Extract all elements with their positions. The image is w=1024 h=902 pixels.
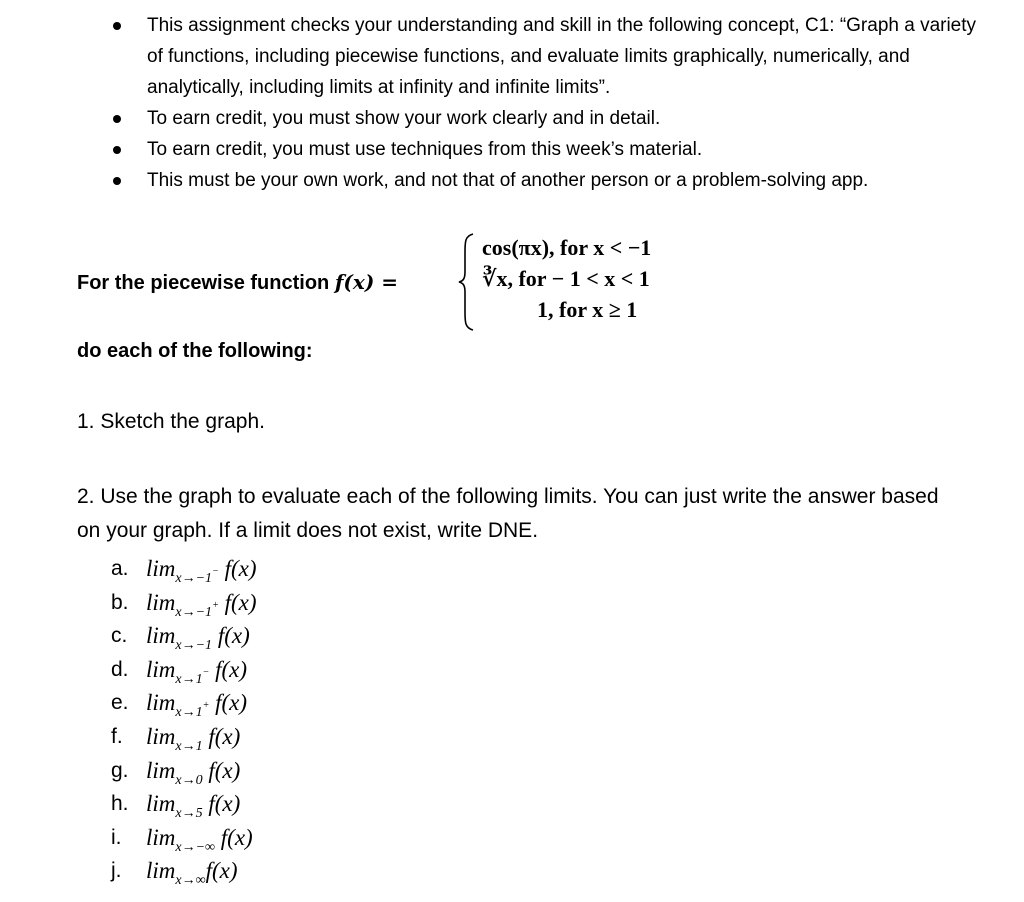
bullet-text: To earn credit, you must use techniques from this week’s material.: [147, 139, 703, 160]
bullet-dot-icon: [113, 22, 121, 30]
limit-lim: lim: [146, 791, 176, 817]
limit-letter: c.: [111, 624, 128, 648]
question-2: 2. Use the graph to evaluate each of the following limits. You can just write the answer based on your graph. If a limit does not exist, write DNE.: [77, 485, 939, 542]
limit-letter: a.: [111, 557, 129, 580]
limit-function: f(x): [202, 791, 241, 817]
limit-approach: x→1+: [175, 700, 210, 721]
bullet-item: [0, 103, 1024, 134]
limit-lim: lim: [146, 757, 176, 783]
limit-function: f(x): [212, 623, 250, 649]
limit-side: +: [202, 700, 210, 712]
limit-function: f(x): [205, 858, 238, 884]
question-1: 1. Sketch the graph.: [77, 410, 265, 433]
limit-function: f(x): [218, 589, 257, 615]
limit-approach: x→−1−: [175, 566, 219, 586]
limit-approach: x→5: [175, 806, 203, 822]
function-notation: f(x) =: [334, 270, 399, 294]
limit-lim: lim: [146, 656, 176, 682]
limit-lim: lim: [146, 824, 176, 850]
limit-letter: d.: [111, 657, 129, 681]
limit-function: f(x): [209, 656, 248, 682]
limit-lim: lim: [146, 589, 176, 615]
instruction-text: do each of the following:: [77, 340, 313, 362]
limit-function: f(x): [202, 757, 241, 783]
limit-side: −: [212, 566, 219, 577]
limit-side: +: [212, 599, 219, 611]
limit-function: f(x): [209, 690, 248, 716]
limit-expression: [146, 854, 238, 898]
bullet-text: This assignment checks your understanding and skill in the following concept, C1: “Graph a variety of functions, including piecewise functions, and evaluate limits graphically, numerically, and analytically, including limits at infinity and infinite limits”.: [147, 15, 977, 98]
limit-lim: lim: [146, 690, 176, 716]
bullet-text: To earn credit, you must show your work clearly and in detail.: [147, 108, 661, 129]
limit-function: f(x): [215, 824, 253, 850]
function-label-text: For the piecewise function: [77, 272, 330, 294]
bullet-item: [0, 165, 1024, 196]
limit-approach: x→−∞: [175, 839, 216, 855]
limit-letter: g.: [111, 758, 129, 782]
limit-lim: lim: [146, 556, 176, 581]
case-2: ∛x, for − 1 < x < 1: [482, 266, 650, 291]
limit-letter: i.: [111, 825, 122, 849]
limit-approach: x→1: [175, 738, 203, 754]
limit-letter: j.: [111, 859, 122, 883]
limit-approach: x→∞: [175, 873, 206, 889]
case-3: 1, for x ≥ 1: [537, 297, 638, 322]
function-cases: [482, 232, 651, 325]
limit-letter: b.: [111, 590, 129, 614]
bullet-dot-icon: [113, 146, 121, 154]
bullet-item: [0, 10, 1024, 103]
limit-lim: lim: [146, 723, 176, 749]
bullet-dot-icon: [113, 115, 121, 123]
limit-lim: lim: [146, 623, 176, 649]
limit-approach: x→−1: [175, 638, 213, 654]
limit-lim: lim: [146, 858, 176, 884]
limit-side: −: [202, 666, 210, 678]
function-label: [77, 270, 398, 295]
limit-function: f(x): [218, 556, 257, 581]
limit-approach: x→0: [175, 772, 203, 788]
left-brace-icon: [457, 232, 477, 332]
instructions-list: [0, 10, 1024, 196]
limit-approach: x→−1+: [175, 599, 219, 620]
limit-letter: h.: [111, 792, 129, 816]
bullet-text: This must be your own work, and not that of another person or a problem-solving app.: [147, 170, 869, 191]
bullet-item: [0, 134, 1024, 165]
limit-function: f(x): [202, 723, 241, 749]
limit-letter: f.: [111, 724, 123, 748]
limit-approach: x→1−: [175, 666, 210, 687]
bullet-dot-icon: [113, 177, 121, 185]
limit-letter: e.: [111, 691, 129, 715]
case-1: cos(πx), for x < −1: [482, 235, 652, 260]
